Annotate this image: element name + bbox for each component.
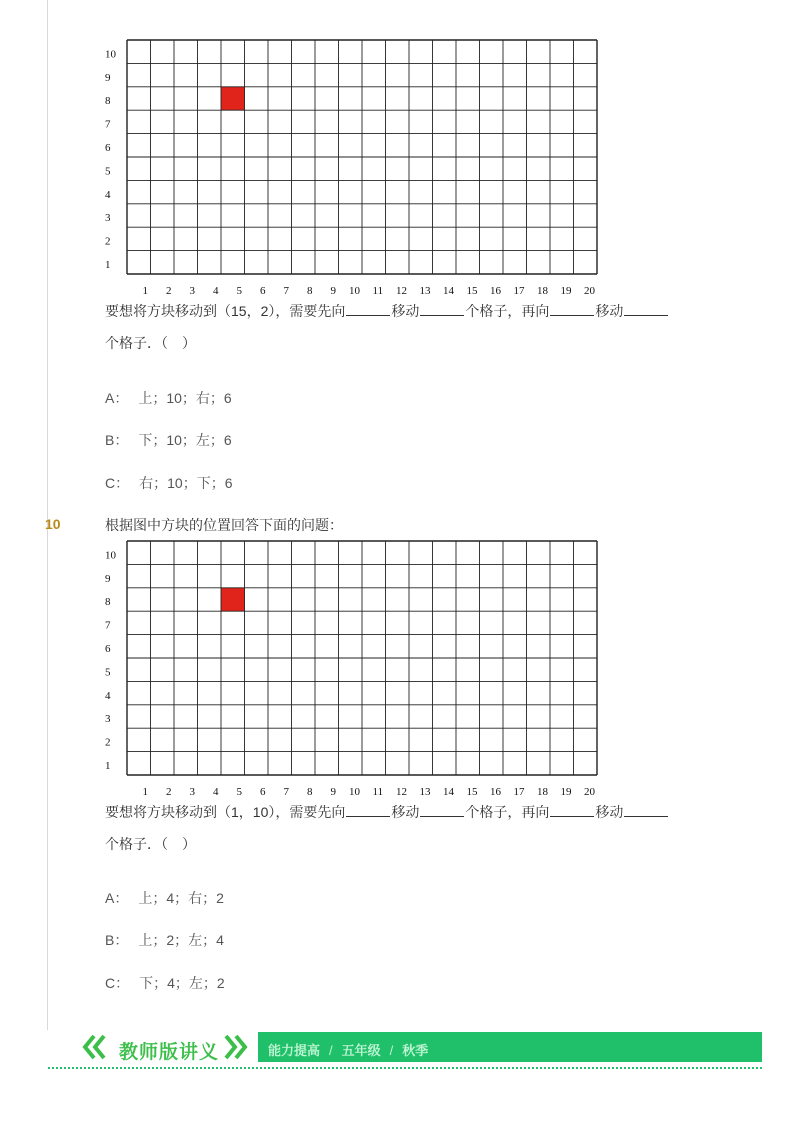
x-axis-label: 8 (307, 285, 313, 296)
answer-blank (420, 301, 464, 316)
option-key: C： (105, 475, 130, 491)
footer-breadcrumb (268, 1040, 428, 1059)
question-text-line2: 个格子．（ ） (105, 836, 196, 852)
chevron-right-icon (222, 1032, 252, 1062)
option-text: 下；10；左；6 (138, 432, 232, 448)
answer-blank (346, 802, 390, 817)
x-axis-label: 20 (584, 786, 595, 797)
option-key: A： (105, 390, 129, 406)
x-axis-label: 17 (513, 285, 525, 296)
question-text-move: 移动 (391, 804, 420, 820)
x-axis-label: 11 (372, 285, 384, 296)
option-a[interactable] (105, 388, 232, 408)
footer-title: 教师版讲义 (119, 1042, 220, 1063)
question-text-move: 移动 (595, 303, 624, 319)
y-axis-label: 5 (105, 165, 111, 178)
y-axis-label: 7 (105, 619, 111, 632)
x-axis-label: 16 (490, 285, 501, 296)
y-axis-label: 4 (105, 188, 111, 201)
x-axis-label: 5 (236, 285, 242, 296)
breadcrumb-item: 五年级 (341, 1043, 381, 1058)
x-axis-label: 3 (189, 285, 195, 296)
coordinate-grid (100, 537, 600, 797)
x-axis-label: 1 (142, 285, 148, 296)
y-axis-label: 10 (105, 549, 116, 562)
option-key: A： (105, 890, 129, 906)
option-c[interactable] (105, 973, 225, 993)
breadcrumb-item: 能力提高 (268, 1043, 321, 1058)
breadcrumb-item: 秋季 (402, 1043, 429, 1058)
x-axis-label: 15 (466, 786, 478, 797)
option-text: 上；4；右；2 (138, 890, 224, 906)
y-axis-label: 8 (105, 95, 111, 108)
y-axis-label: 3 (105, 713, 111, 726)
option-key: B： (105, 432, 129, 448)
x-axis-label: 4 (213, 786, 219, 797)
answer-blank (420, 802, 464, 817)
x-axis-label: 13 (419, 285, 431, 296)
question-text-move: 移动 (391, 303, 420, 319)
question-prompt: 根据图中方块的位置回答下面的问题： (105, 517, 343, 533)
y-axis-label: 6 (105, 643, 111, 655)
x-axis-label: 10 (349, 285, 360, 296)
question-text-start: 要想将方块移动到（1，10），需要先向 (105, 804, 346, 820)
x-axis-label: 2 (166, 786, 172, 797)
answer-blank (624, 301, 668, 316)
grid-svg (100, 537, 600, 797)
option-text: 下；4；左；2 (139, 975, 225, 991)
question-text-line2: 个格子．（ ） (105, 335, 196, 351)
x-axis-label: 14 (443, 786, 454, 797)
question-text-cells: 个格子，再向 (465, 804, 550, 820)
x-axis-label: 14 (443, 285, 454, 296)
x-axis-label: 1 (142, 786, 148, 797)
x-axis-label: 3 (189, 786, 195, 797)
option-b[interactable] (105, 430, 232, 450)
answer-blank (550, 802, 594, 817)
x-axis-label: 2 (166, 285, 172, 296)
y-axis-label: 6 (105, 142, 111, 154)
y-axis-label: 10 (105, 48, 116, 61)
question-text (105, 301, 669, 321)
y-axis-label: 8 (105, 596, 111, 609)
red-block (221, 87, 245, 110)
answer-blank (624, 802, 668, 817)
x-axis-label: 8 (307, 786, 313, 797)
y-axis-label: 1 (105, 760, 111, 772)
question-text-start: 要想将方块移动到（15，2），需要先向 (105, 303, 346, 319)
grid-svg (100, 36, 600, 296)
breadcrumb-separator: / (329, 1043, 333, 1058)
x-axis-label: 19 (560, 285, 572, 296)
x-axis-label: 13 (419, 786, 431, 797)
y-axis-label: 1 (105, 259, 111, 271)
x-axis-label: 9 (330, 285, 336, 296)
option-key: C： (105, 975, 130, 991)
y-axis-label: 5 (105, 666, 111, 679)
option-text: 上；2；左；4 (138, 932, 224, 948)
x-axis-label: 12 (396, 285, 407, 296)
option-a[interactable] (105, 888, 224, 908)
x-axis-label: 18 (537, 285, 548, 296)
x-axis-label: 6 (260, 285, 266, 296)
question-text-move: 移动 (595, 804, 624, 820)
red-block (221, 588, 245, 611)
y-axis-label: 2 (105, 736, 111, 749)
x-axis-label: 19 (560, 786, 572, 797)
left-margin-rule (47, 0, 48, 1030)
y-axis-label: 9 (105, 572, 111, 585)
x-axis-label: 12 (396, 786, 407, 797)
x-axis-label: 5 (236, 786, 242, 797)
y-axis-label: 3 (105, 212, 111, 225)
x-axis-label: 18 (537, 786, 548, 797)
x-axis-label: 4 (213, 285, 219, 296)
x-axis-label: 11 (372, 786, 384, 797)
y-axis-label: 9 (105, 71, 111, 84)
x-axis-label: 16 (490, 786, 501, 797)
y-axis-label: 4 (105, 689, 111, 702)
option-b[interactable] (105, 930, 224, 950)
question-text-cells: 个格子，再向 (465, 303, 550, 319)
question-number: 10 (45, 516, 61, 532)
x-axis-label: 10 (349, 786, 360, 797)
x-axis-label: 7 (283, 786, 289, 797)
x-axis-label: 9 (330, 786, 336, 797)
option-text: 上；10；右；6 (138, 390, 232, 406)
x-axis-label: 20 (584, 285, 595, 296)
coordinate-grid (100, 36, 600, 296)
x-axis-label: 17 (513, 786, 525, 797)
chevron-left-icon (78, 1032, 108, 1062)
y-axis-label: 2 (105, 235, 111, 248)
breadcrumb-separator: / (389, 1043, 394, 1058)
option-c[interactable] (105, 473, 232, 493)
option-key: B： (105, 932, 129, 948)
answer-blank (346, 301, 390, 316)
x-axis-label: 6 (260, 786, 266, 797)
footer-dotted-rule (48, 1067, 762, 1069)
answer-blank (550, 301, 594, 316)
x-axis-label: 15 (466, 285, 478, 296)
x-axis-label: 7 (283, 285, 289, 296)
option-text: 右；10；下；6 (139, 475, 233, 491)
question-text (105, 802, 669, 822)
y-axis-label: 7 (105, 118, 111, 131)
